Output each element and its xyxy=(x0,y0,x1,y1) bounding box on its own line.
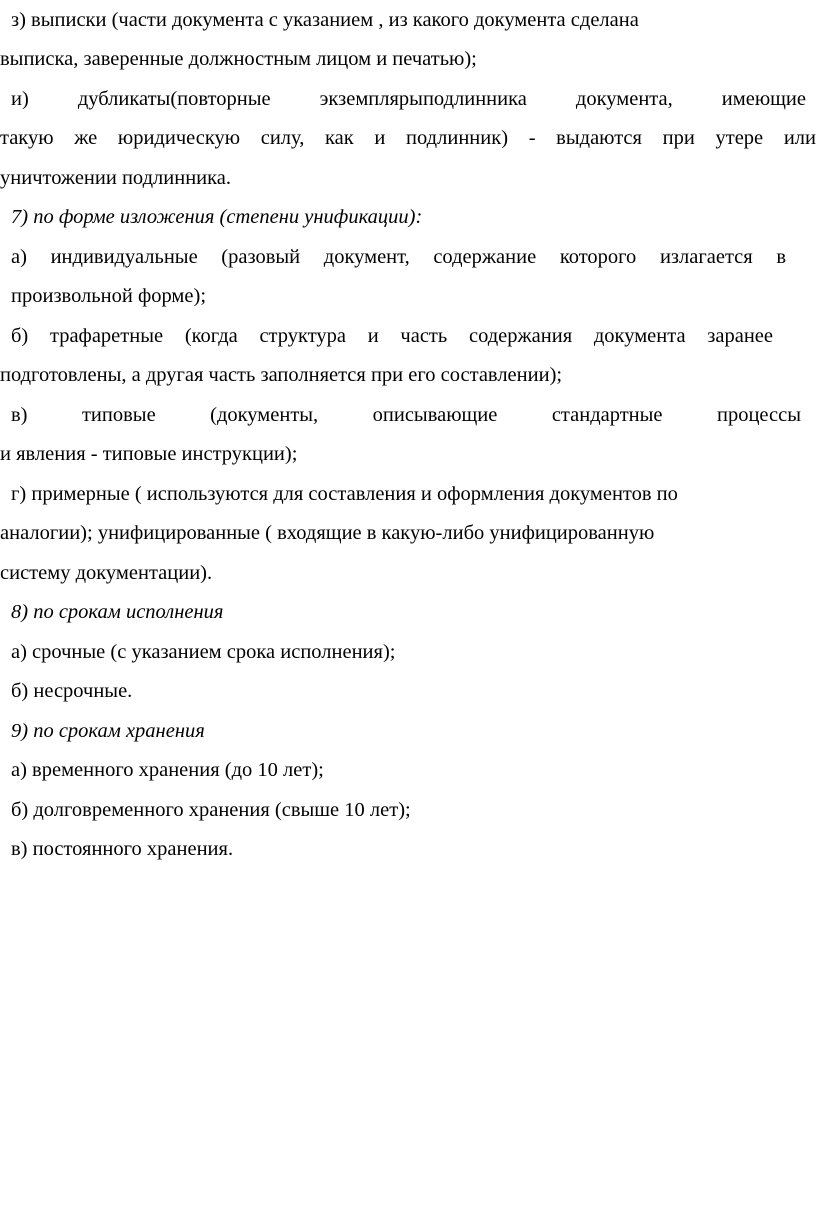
item-a-individual-line-2: произвольной форме); xyxy=(11,285,207,307)
section-8-heading: 8) по срокам исполнения xyxy=(11,601,224,623)
item-z-extracts-line-2: выписка, заверенные должностным лицом и печатью); xyxy=(0,48,477,70)
item-i-duplicates-line-3: уничтожении подлинника. xyxy=(0,167,232,189)
item-a-individual-line-1: а) индивидуальные (разовый документ, содержание которого излагается в xyxy=(11,246,786,268)
item-i-duplicates-line-1: и) дубликаты(повторные экземплярыподлинника документа, имеющие xyxy=(11,88,806,110)
item-v-permanent-storage: в) постоянного хранения. xyxy=(11,838,234,860)
item-a-temporary-storage: а) временного хранения (до 10 лет); xyxy=(11,759,324,781)
item-g-exemplary-line-3: систему документации). xyxy=(0,562,213,584)
item-a-urgent: а) срочные (с указанием срока исполнения); xyxy=(11,641,396,663)
item-v-typical-line-2: и явления - типовые инструкции); xyxy=(0,443,298,465)
item-g-exemplary-line-1: г) примерные ( используются для составления и оформления документов по xyxy=(11,483,678,505)
section-9-heading: 9) по срокам хранения xyxy=(11,720,205,742)
item-b-stencil-line-2: подготовлены, а другая часть заполняется при его составлении); xyxy=(0,364,563,386)
item-g-exemplary-line-2: аналогии); унифицированные ( входящие в какую-либо унифицированную xyxy=(0,522,655,544)
item-v-typical-line-1: в) типовые (документы, описывающие стандартные процессы xyxy=(11,404,801,426)
section-7-heading: 7) по форме изложения (степени унификации): xyxy=(11,206,423,228)
item-z-extracts-line-1: з) выписки (части документа с указанием , из какого документа сделана xyxy=(11,9,639,31)
item-b-long-term-storage: б) долговременного хранения (свыше 10 лет); xyxy=(11,799,411,821)
item-b-stencil-line-1: б) трафаретные (когда структура и часть содержания документа заранее xyxy=(11,325,773,347)
item-b-non-urgent: б) несрочные. xyxy=(11,680,133,702)
item-i-duplicates-line-2: такую же юридическую силу, как и подлинник) - выдаются при утере или xyxy=(0,127,816,149)
